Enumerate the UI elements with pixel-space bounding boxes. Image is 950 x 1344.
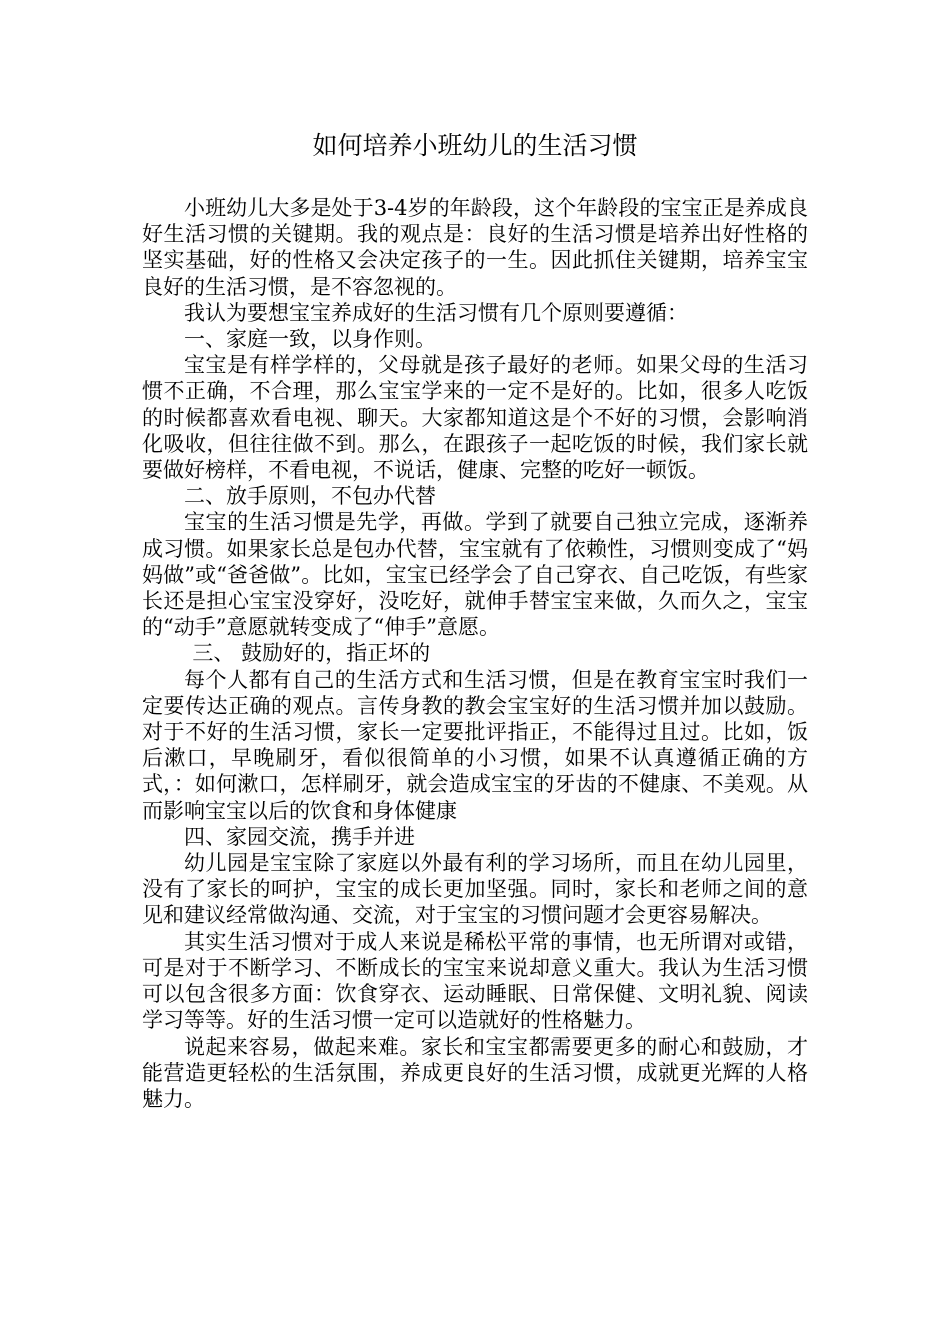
paragraph-principle-1: 宝宝是有样学样的，父母就是孩子最好的老师。如果父母的生活习惯不正确，不合理，那么宝宝学来的一定不是好的。比如，很多人吃饭的时候都喜欢看电视、聊天。大家都知道这是个不好的习惯，会影响消化吸收，但往往做不到。那么，在跟孩子一起吃饭的时候，我们家长就要做好榜样，不看电视，不说话，健康、完整的吃好一顿饭。 (142, 353, 808, 483)
paragraph-conclusion: 说起来容易，做起来难。家长和宝宝都需要更多的耐心和鼓励，才能营造更轻松的生活氛围，养成更良好的生活习惯，成就更光辉的人格魅力。 (142, 1034, 808, 1111)
paragraph-principle-4: 幼儿园是宝宝除了家庭以外最有利的学习场所，而且在幼儿园里，没有了家长的呵护，宝宝的成长更加坚强。同时，家长和老师之间的意见和建议经常做沟通、交流，对于宝宝的习惯问题才会更容易解决。 (142, 851, 808, 928)
paragraph-intro: 小班幼儿大多是处于3-4岁的年龄段，这个年龄段的宝宝正是养成良好生活习惯的关键期。我的观点是：良好的生活习惯是培养出好性格的坚实基础，好的性格又会决定孩子的一生。因此抓住关键期，培养宝宝良好的生活习惯，是不容忽视的。 (142, 196, 808, 299)
document-body (142, 195, 808, 1112)
paragraph-principle-2: 宝宝的生活习惯是先学，再做。学到了就要自己独立完成，逐渐养成习惯。如果家长总是包办代替，宝宝就有了依赖性，习惯则变成了“妈妈做”或“爸爸做”。比如，宝宝已经学会了自己穿衣、自己吃饭，有些家长还是担心宝宝没穿好，没吃好，就伸手替宝宝来做，久而久之，宝宝的“动手”意愿就转变成了“伸手”意愿。 (142, 510, 808, 640)
paragraph-summary: 其实生活习惯对于成人来说是稀松平常的事情，也无所谓对或错，可是对于不断学习、不断成长的宝宝来说却意义重大。我认为生活习惯可以包含很多方面：饮食穿衣、运动睡眠、日常保健、文明礼貌、阅读学习等等。好的生活习惯一定可以造就好的性格魅力。 (142, 929, 808, 1033)
heading-principle-1: 一、家庭一致，以身作则。 (184, 327, 436, 352)
heading-principle-3: 三、 鼓励好的，指正坏的 (192, 641, 431, 666)
paragraph-principle-3: 每个人都有自己的生活方式和生活习惯，但是在教育宝宝时我们一定要传达正确的观点。言传身教的教会宝宝好的生活习惯并加以鼓励。对于不好的生活习惯，家长一定要批评指正，不能得过且过。比如，饭后漱口，早晚刷牙，看似很简单的小习惯，如果不认真遵循正确的方式，：如何漱口，怎样刷牙，就会造成宝宝的牙齿的不健康、不美观。从而影响宝宝以后的饮食和身体健康 (142, 667, 808, 823)
paragraph-principles-lead: 我认为要想宝宝养成好的生活习惯有几个原则要遵循： (184, 300, 688, 325)
heading-principle-2: 二、放手原则，不包办代替 (184, 484, 436, 509)
document-title: 如何培养小班幼儿的生活习惯 (312, 131, 638, 160)
heading-principle-4: 四、家园交流，携手并进 (184, 824, 415, 849)
